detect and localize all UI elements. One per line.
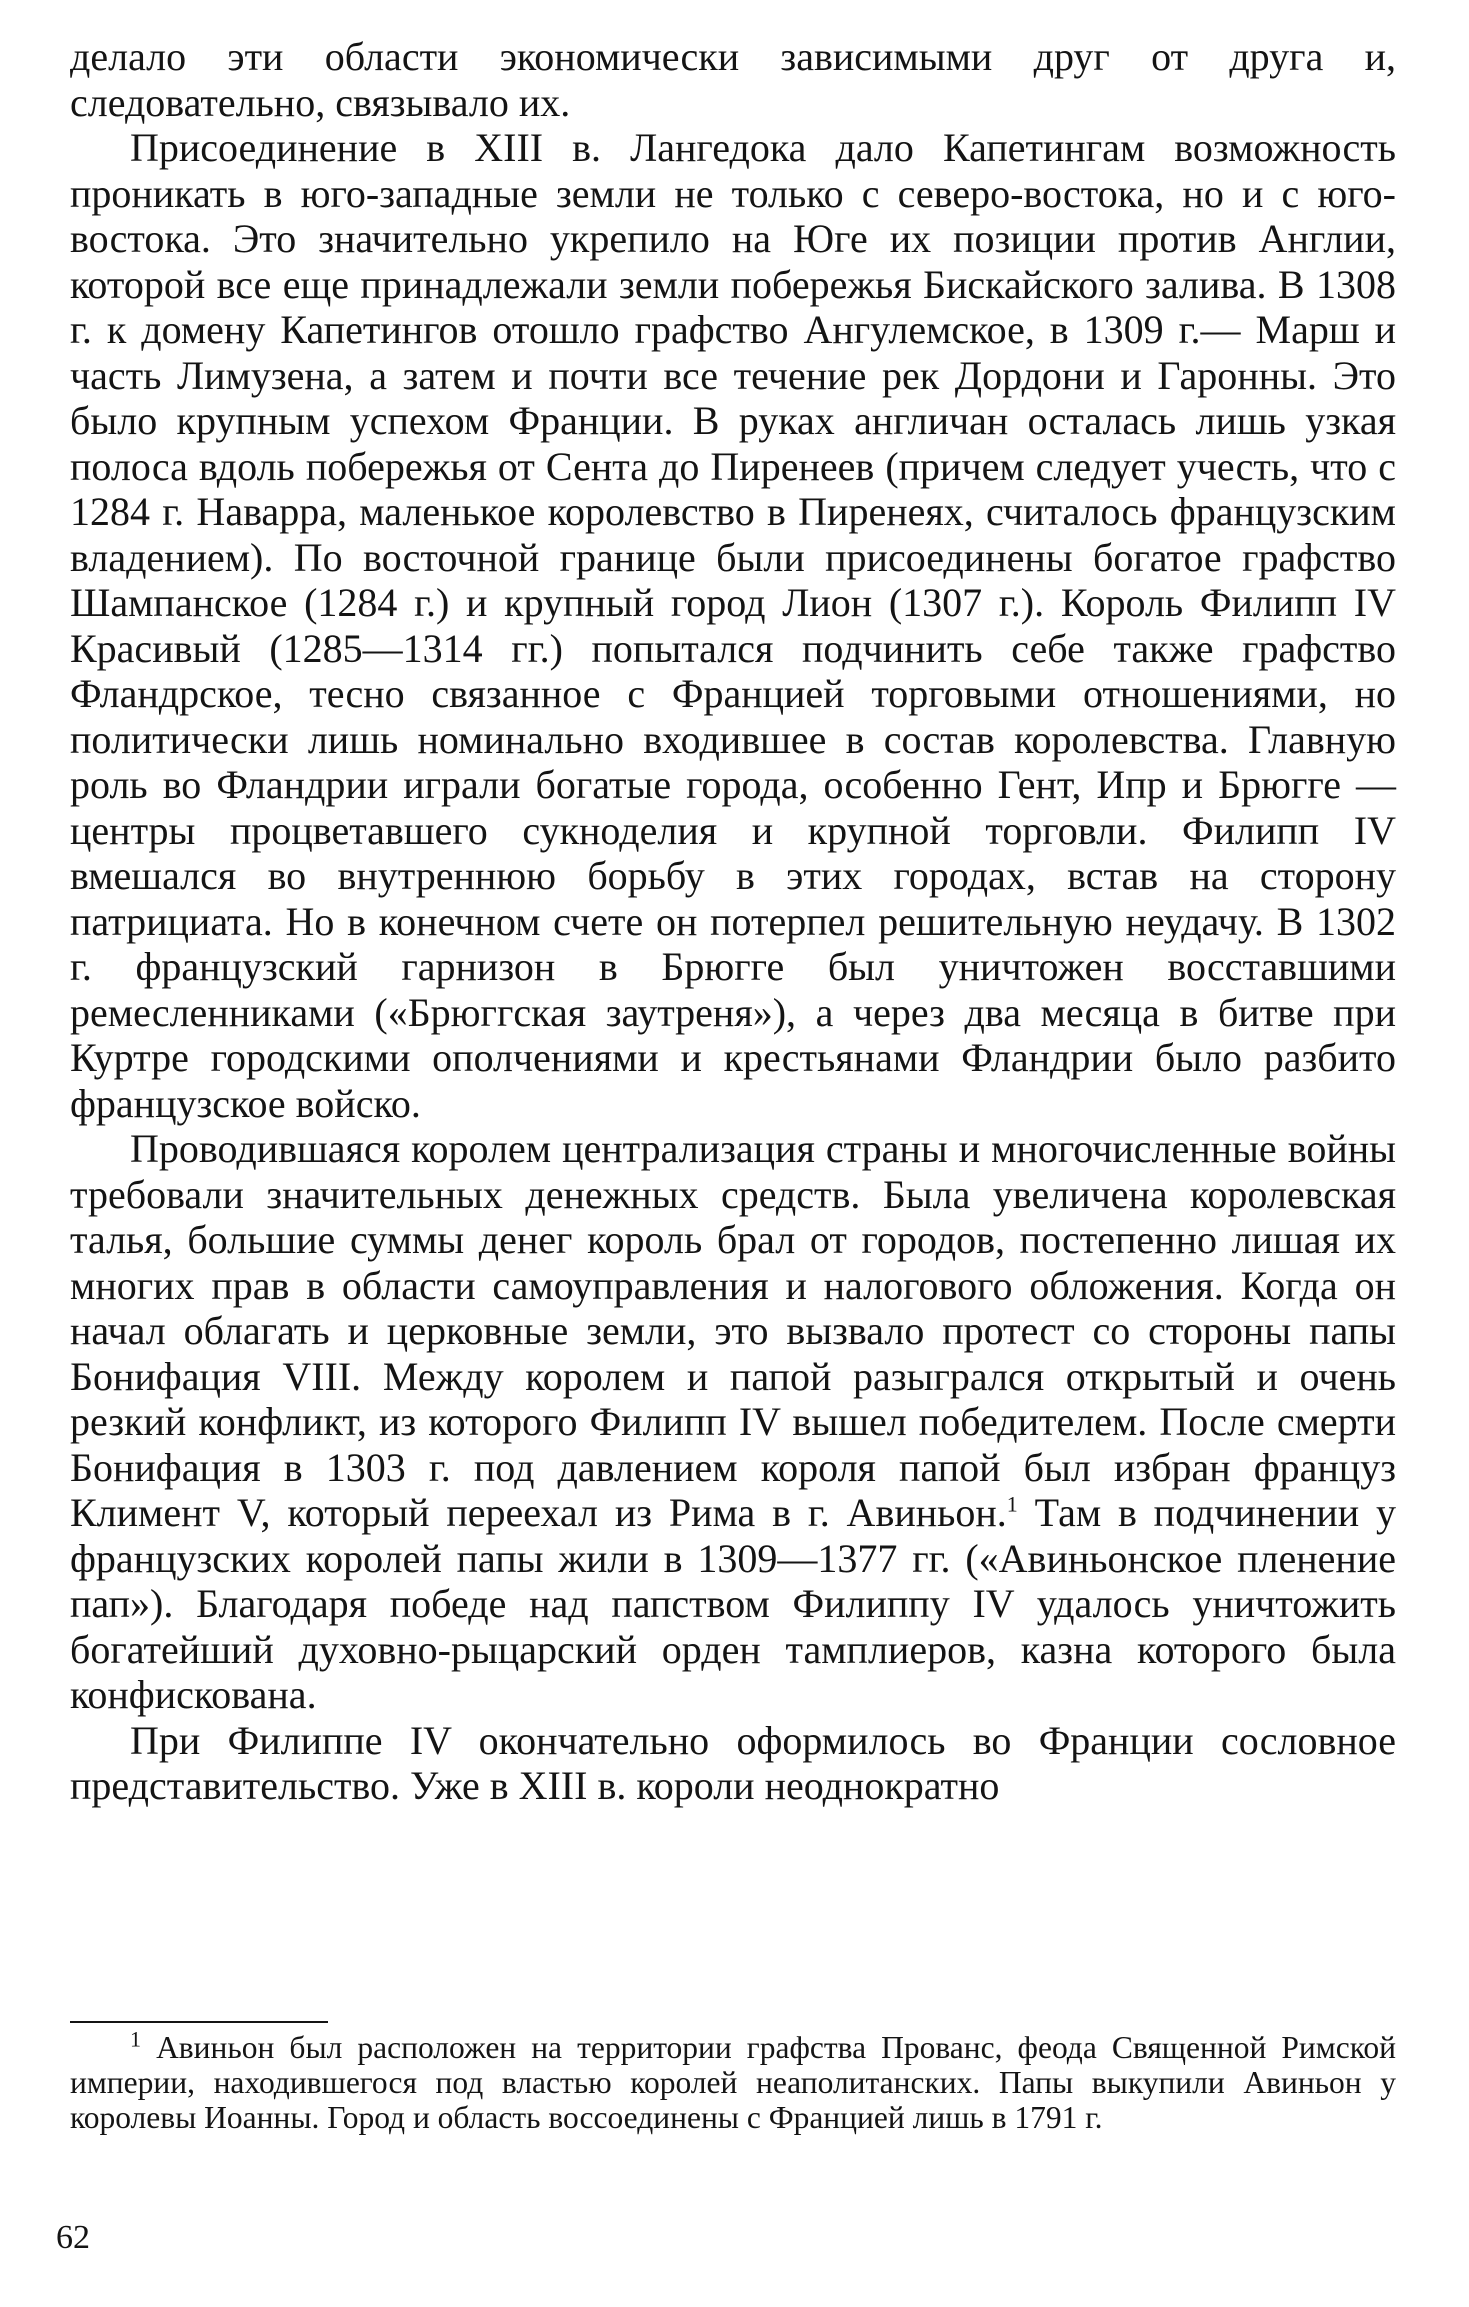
footnote-text: Авиньон был расположен на территории графства Прованс, феода Священной Римской империи, находившегося под властью королей неаполитанских. Папы выкупили Авиньон у королевы Иоанны. Город и область воссоединены с Францией лишь в 1791 г. <box>70 2030 1397 2135</box>
paragraph-langedoc: Присоединение в XIII в. Лангедока дало Капетингам возможность проникать в юго-западные земли не только с северо-востока, но и с юго-востока. Это значительно укрепило на Юге их позиции против Англии, которой все еще принадлежали земли побережья Бискайского залива. В 1308 г. к домену Капетингов отошло графство Ангулемское, в 1309 г.— Марш и часть Лимузена, а затем и почти все течение рек Дордони и Гаронны. Это было крупным успехом Франции. В руках англичан осталась лишь узкая полоса вдоль побережья от Сента до Пиренеев (причем следует учесть, что с 1284 г. Наварра, маленькое королевство в Пиренеях, считалось французским владением). По восточной границе были присоединены богатое графство Шампанское (1284 г.) и крупный город Лион (1307 г.). Король Филипп IV Красивый (1285—1314 гг.) попытался подчинить себе также графство Фландрское, тесно связанное с Францией торговыми отношениями, но политически лишь номинально входившее в состав королевства. Главную роль во Фландрии играли богатые города, особенно Гент, Ипр и Брюгге — центры процветавшего сукноделия и крупной торговли. Филипп IV вмешался во внутреннюю борьбу в этих городах, встав на сторону патрициата. Но в конечном счете он потерпел решительную неудачу. В 1302 г. французский гарнизон в Брюгге был уничтожен восставшими ремесленниками («Брюггская заутреня»), а через два месяца в битве при Куртре городскими ополчениями и крестьянами Фландрии было разбито французское войско. <box>70 125 1396 1126</box>
page-number: 62 <box>56 2219 90 2256</box>
paragraph-centralization <box>70 1126 1396 1718</box>
footnote-divider <box>70 2021 328 2023</box>
footnote-reference: 1 <box>1006 1491 1018 1517</box>
paragraph-centralization-text: Проводившаяся королем централизация страны и многочисленные войны требовали значительных денежных средств. Была увеличена королевская талья, большие суммы денег король брал от городов, постепенно лишая их многих прав в области самоуправления и налогового обложения. Когда он начал облагать и церковные земли, это вызвало протест со стороны папы Бонифация VIII. Между королем и папой разыгрался открытый и очень резкий конфликт, из которого Филипп IV вышел победителем. После смерти Бонифация в 1303 г. под давлением короля папой был избран француз Климент V, который переехал из Рима в г. Авиньон. <box>70 1126 1396 1535</box>
paragraph-estates: При Филиппе IV окончательно оформилось во Франции сословное представительство. Уже в XIII в. короли неоднократно <box>70 1717 1396 1808</box>
paragraph-continuation: делало эти области экономически зависимыми друг от друга и, следовательно, связывало их. <box>70 34 1396 125</box>
footnote <box>70 2026 1397 2135</box>
paragraph-centralization-continued: Там в подчинении у французских королей папы жили в 1309—1377 гг. («Авиньонское пленение пап»). Благодаря победе над папством Филиппу IV удалось уничтожить богатейший духовно-рыцарский орден тамплиеров, казна которого была конфискована. <box>70 1490 1397 1717</box>
page-body <box>70 34 1396 1809</box>
footnote-marker: 1 <box>130 2026 141 2052</box>
